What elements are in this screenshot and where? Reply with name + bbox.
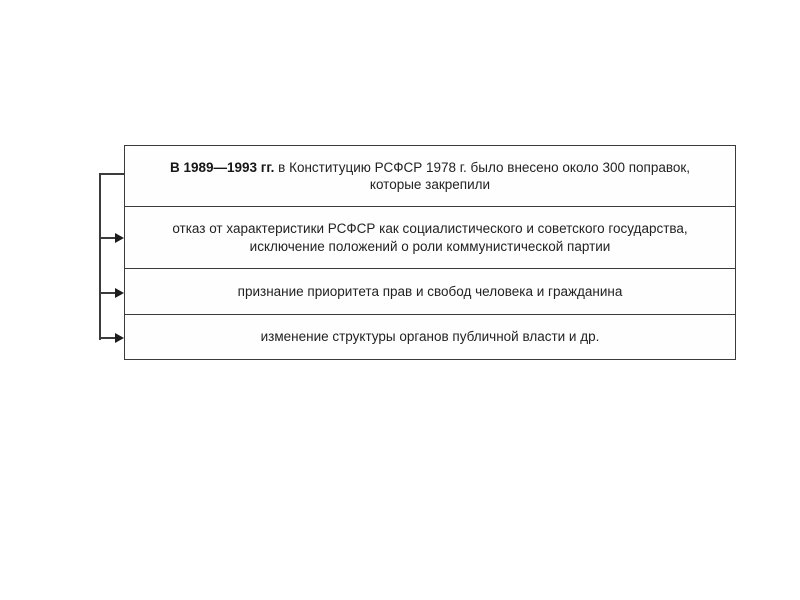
connector-vertical-line: [99, 173, 101, 340]
arrow-right-icon: [99, 337, 116, 339]
header-description: в Конституцию РСФСР 1978 г. было внесено около 300 поправок, которые закрепили: [274, 159, 691, 193]
header-text: [151, 159, 709, 194]
flow-diagram: [124, 145, 736, 360]
amendment-item-label: отказ от характеристики РСФСР как социалистического и советского государства, исключение положений о роли коммунистической партии: [172, 221, 688, 254]
amendment-item: [125, 268, 735, 315]
amendment-item-label: признание приоритета прав и свобод человека и гражданина: [237, 283, 623, 299]
arrow-head-icon: [115, 233, 124, 243]
arrow-right-icon: [99, 292, 116, 294]
amendment-item: [125, 206, 735, 267]
amendment-item-label: изменение структуры органов публичной власти и др.: [260, 329, 600, 345]
arrow-head-icon: [115, 288, 124, 298]
arrow-head-icon: [115, 333, 124, 343]
header-years: В 1989—1993 гг.: [169, 159, 275, 175]
amendment-item: [125, 314, 735, 359]
header-box: [125, 146, 735, 206]
arrow-right-icon: [99, 237, 116, 239]
connector-stub-line: [99, 173, 124, 175]
